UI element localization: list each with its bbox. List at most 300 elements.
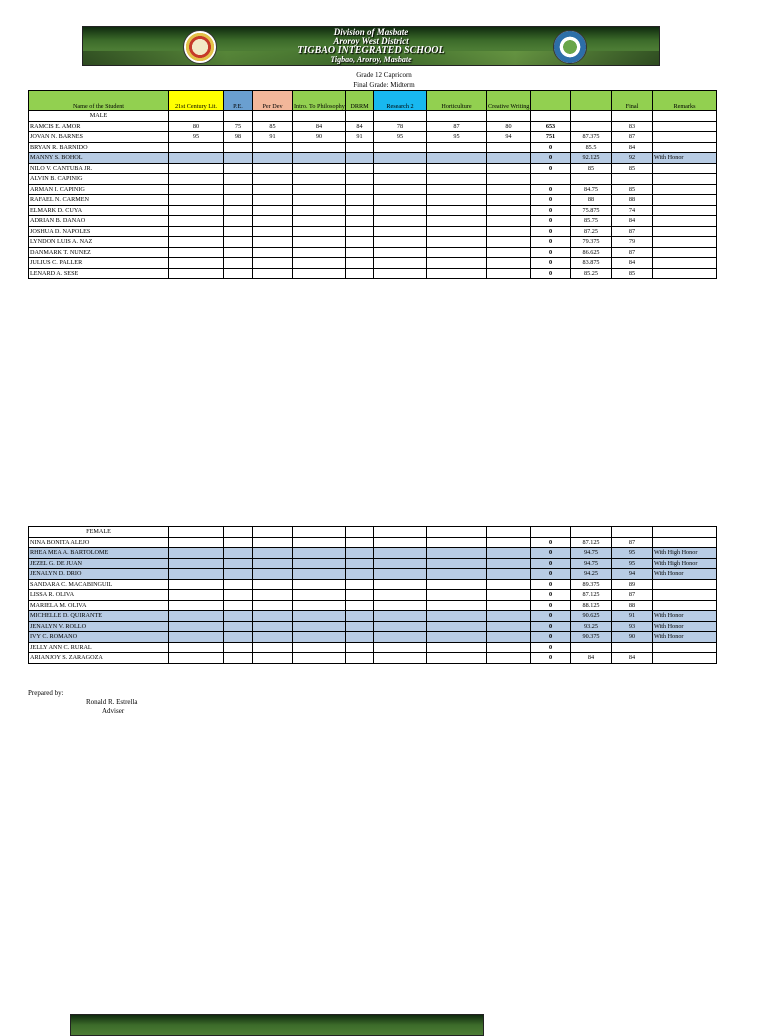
col-final-header: Final [612, 91, 653, 111]
final-grade-cell: 84 [612, 258, 653, 269]
banner-text [233, 27, 509, 65]
grade-cell [374, 142, 427, 153]
grade-cell [224, 184, 253, 195]
col-remarks-header: Remarks [653, 91, 717, 111]
grade-cell [224, 268, 253, 279]
banner-line-4: Tigbao, Aroroy, Masbate [330, 55, 412, 64]
grade-cell [374, 205, 427, 216]
total-cell: 0 [531, 237, 571, 248]
average-cell: 90.375 [571, 632, 612, 643]
col-name-header: Name of the Student [29, 91, 169, 111]
grade-cell [253, 558, 293, 569]
banner-line-1: Division of Masbate [333, 27, 409, 37]
grade-cell [293, 216, 346, 227]
student-name: JEZEL G. DE JUAN [29, 558, 169, 569]
final-grade-cell: 87 [612, 537, 653, 548]
grade-cell: 95 [374, 132, 427, 143]
remarks-cell [653, 600, 717, 611]
grade-cell [346, 237, 374, 248]
student-name: DANMARK T. NUNEZ [29, 247, 169, 258]
grade-cell [487, 653, 531, 664]
final-grade-cell [612, 174, 653, 185]
total-cell: 0 [531, 153, 571, 164]
grade-cell [346, 153, 374, 164]
average-cell [571, 642, 612, 653]
student-name: NINA BONITA ALEJO [29, 537, 169, 548]
grade-cell [427, 184, 487, 195]
average-cell: 85.5 [571, 142, 612, 153]
grade-cell [253, 216, 293, 227]
grade-cell [169, 216, 224, 227]
empty-cell [612, 527, 653, 538]
student-row [29, 632, 717, 643]
grade-period-title: Final Grade: Midterm [353, 81, 415, 89]
remarks-cell: With Honor [653, 632, 717, 643]
grade-cell [346, 632, 374, 643]
grade-cell [224, 621, 253, 632]
remarks-cell: With Honor [653, 569, 717, 580]
remarks-cell [653, 226, 717, 237]
grade-cell [487, 611, 531, 622]
empty-cell [531, 111, 571, 122]
total-cell: 0 [531, 537, 571, 548]
grade-cell [293, 258, 346, 269]
student-name: RHEA MEA A. BARTOLOME [29, 548, 169, 559]
grade-cell [346, 142, 374, 153]
grade-cell [427, 590, 487, 601]
grade-section-title: Grade 12 Capricorn [356, 71, 412, 79]
grade-cell [169, 579, 224, 590]
grade-cell [253, 632, 293, 643]
grade-cell [346, 600, 374, 611]
student-name: LISSA R. OLIVA [29, 590, 169, 601]
empty-cell [169, 111, 224, 122]
grade-cell [169, 226, 224, 237]
empty-cell [653, 111, 717, 122]
grade-cell: 91 [346, 132, 374, 143]
grade-cell [427, 632, 487, 643]
grade-cell [374, 569, 427, 580]
empty-cell [293, 111, 346, 122]
grade-cell [487, 258, 531, 269]
grade-cell [169, 590, 224, 601]
grade-cell [346, 642, 374, 653]
banner-line-2: Aroroy West District [333, 36, 409, 46]
grade-cell [224, 653, 253, 664]
grade-cell [169, 237, 224, 248]
female-grades-table [28, 526, 717, 664]
grade-cell: 91 [253, 132, 293, 143]
student-row [29, 653, 717, 664]
empty-cell [487, 527, 531, 538]
grade-cell [224, 226, 253, 237]
grade-cell [253, 184, 293, 195]
remarks-cell [653, 237, 717, 248]
final-grade-cell: 88 [612, 600, 653, 611]
average-cell: 75.875 [571, 205, 612, 216]
grade-cell [427, 537, 487, 548]
remarks-cell [653, 163, 717, 174]
grade-cell [346, 558, 374, 569]
remarks-cell [653, 121, 717, 132]
student-name: ARMAN I. CAPINIG [29, 184, 169, 195]
total-cell: 0 [531, 184, 571, 195]
grade-cell [374, 163, 427, 174]
grade-cell [346, 611, 374, 622]
grade-cell [374, 621, 427, 632]
student-name: LENARD A. SESE [29, 268, 169, 279]
grade-cell [224, 216, 253, 227]
remarks-cell: With Honor [653, 621, 717, 632]
remarks-cell [653, 205, 717, 216]
student-name: RAMCIS E. AMOR [29, 121, 169, 132]
grade-cell [346, 548, 374, 559]
grade-cell [374, 632, 427, 643]
remarks-cell [653, 174, 717, 185]
student-name: JELLY ANN C. RURAL [29, 642, 169, 653]
grade-cell [346, 653, 374, 664]
grade-cell [427, 558, 487, 569]
grade-cell [224, 632, 253, 643]
final-grade-cell: 84 [612, 653, 653, 664]
grade-cell [346, 537, 374, 548]
grade-cell [374, 237, 427, 248]
grade-cell [253, 205, 293, 216]
grade-cell [487, 569, 531, 580]
grade-cell [293, 558, 346, 569]
grade-cell: 78 [374, 121, 427, 132]
grade-cell [224, 600, 253, 611]
student-name: MICHELLE D. QUIRANTE [29, 611, 169, 622]
final-grade-cell: 95 [612, 558, 653, 569]
remarks-cell [653, 247, 717, 258]
total-cell: 0 [531, 548, 571, 559]
final-grade-cell: 87 [612, 590, 653, 601]
student-row [29, 642, 717, 653]
final-grade-cell: 95 [612, 548, 653, 559]
grade-cell [293, 611, 346, 622]
grade-cell [293, 237, 346, 248]
grade-cell [293, 642, 346, 653]
student-name: BRYAN R. BARNIDO [29, 142, 169, 153]
school-banner [82, 26, 660, 66]
grade-cell [346, 247, 374, 258]
total-cell: 0 [531, 142, 571, 153]
grade-cell [487, 216, 531, 227]
total-cell: 0 [531, 653, 571, 664]
total-cell: 0 [531, 558, 571, 569]
final-grade-cell: 87 [612, 226, 653, 237]
grade-cell [427, 653, 487, 664]
grade-cell [374, 579, 427, 590]
col-drrm-header: DRRM [346, 91, 374, 111]
student-name: ARIANJOY S. ZARAGOZA [29, 653, 169, 664]
student-row [29, 237, 717, 248]
remarks-cell [653, 142, 717, 153]
student-row [29, 548, 717, 559]
remarks-cell: With High Honor [653, 558, 717, 569]
empty-cell [346, 527, 374, 538]
grade-cell [346, 569, 374, 580]
student-name: ALVIN B. CAPINIG [29, 174, 169, 185]
grade-cell [224, 195, 253, 206]
grade-cell [487, 184, 531, 195]
grade-cell [293, 205, 346, 216]
grade-cell [169, 600, 224, 611]
grade-cell [427, 600, 487, 611]
division-seal-icon [183, 30, 217, 64]
total-cell: 0 [531, 579, 571, 590]
grade-cell [224, 590, 253, 601]
grade-cell [487, 632, 531, 643]
grade-cell [346, 268, 374, 279]
grade-cell [224, 153, 253, 164]
grade-cell [293, 268, 346, 279]
total-cell: 0 [531, 600, 571, 611]
grade-cell [487, 548, 531, 559]
student-name: JOSHUA D. NAPOLES [29, 226, 169, 237]
total-cell: 751 [531, 132, 571, 143]
empty-cell [653, 527, 717, 538]
grade-cell [224, 142, 253, 153]
grade-cell [427, 163, 487, 174]
male-grades-table [28, 90, 717, 279]
average-cell: 88.125 [571, 600, 612, 611]
remarks-cell [653, 268, 717, 279]
grade-cell [374, 611, 427, 622]
female-section-row [29, 527, 717, 538]
remarks-cell [653, 132, 717, 143]
grade-cell [487, 153, 531, 164]
grade-cell [224, 258, 253, 269]
student-row [29, 121, 717, 132]
student-row [29, 195, 717, 206]
student-row [29, 184, 717, 195]
header-row [29, 91, 717, 111]
average-cell: 86.625 [571, 247, 612, 258]
grade-cell [427, 247, 487, 258]
grade-cell [293, 537, 346, 548]
grade-cell [169, 653, 224, 664]
final-grade-cell: 85 [612, 268, 653, 279]
final-grade-cell: 74 [612, 205, 653, 216]
grade-cell [346, 195, 374, 206]
grade-cell [169, 548, 224, 559]
grade-cell [293, 247, 346, 258]
grade-cell [224, 247, 253, 258]
grade-cell [346, 579, 374, 590]
grade-cell [253, 226, 293, 237]
total-cell: 0 [531, 569, 571, 580]
grade-cell [293, 184, 346, 195]
grade-cell [169, 184, 224, 195]
student-row [29, 558, 717, 569]
student-name: JENALYN D. DRIO [29, 569, 169, 580]
total-cell: 0 [531, 205, 571, 216]
final-grade-cell: 85 [612, 184, 653, 195]
remarks-cell [653, 579, 717, 590]
grade-cell [487, 600, 531, 611]
col-philosophy-header: Intro. To Philosophy [293, 91, 346, 111]
grade-cell [253, 247, 293, 258]
grade-cell [253, 579, 293, 590]
grade-cell [253, 600, 293, 611]
empty-cell [293, 527, 346, 538]
grade-cell [487, 590, 531, 601]
average-cell: 79.375 [571, 237, 612, 248]
grade-cell [487, 247, 531, 258]
student-name: RAFAEL N. CARMEN [29, 195, 169, 206]
grade-cell [224, 174, 253, 185]
grade-cell [374, 548, 427, 559]
next-page-banner [70, 1014, 484, 1036]
grade-cell [293, 548, 346, 559]
grade-cell [487, 237, 531, 248]
grade-cell [293, 163, 346, 174]
grade-cell [169, 632, 224, 643]
grade-cell [253, 142, 293, 153]
grade-cell [224, 558, 253, 569]
grade-cell: 95 [427, 132, 487, 143]
grade-cell [253, 153, 293, 164]
remarks-cell [653, 537, 717, 548]
student-name: NILO V. CANTUBA JR. [29, 163, 169, 174]
final-grade-cell: 84 [612, 142, 653, 153]
grade-cell [253, 174, 293, 185]
average-cell [571, 174, 612, 185]
grade-cell [293, 174, 346, 185]
grade-cell [427, 548, 487, 559]
grade-cell [169, 247, 224, 258]
average-cell: 94.75 [571, 558, 612, 569]
total-cell: 0 [531, 642, 571, 653]
prepared-by-label: Prepared by: [28, 689, 64, 697]
final-grade-cell: 87 [612, 247, 653, 258]
average-cell [571, 121, 612, 132]
grade-cell [427, 569, 487, 580]
grade-cell [427, 611, 487, 622]
empty-cell [374, 111, 427, 122]
empty-cell [571, 527, 612, 538]
grade-cell [427, 237, 487, 248]
grade-cell [293, 195, 346, 206]
final-grade-cell: 84 [612, 216, 653, 227]
student-row [29, 268, 717, 279]
grade-cell [224, 548, 253, 559]
grade-cell [487, 579, 531, 590]
final-grade-cell: 90 [612, 632, 653, 643]
final-grade-cell: 89 [612, 579, 653, 590]
grade-cell [346, 216, 374, 227]
grade-cell [374, 653, 427, 664]
col-total-header [531, 91, 571, 111]
grade-cell [253, 590, 293, 601]
grade-cell: 75 [224, 121, 253, 132]
grade-cell [374, 600, 427, 611]
grade-cell [346, 184, 374, 195]
grade-cell [427, 216, 487, 227]
grade-cell [293, 600, 346, 611]
grade-cell [253, 621, 293, 632]
average-cell: 94.75 [571, 548, 612, 559]
grade-cell [374, 174, 427, 185]
student-row [29, 611, 717, 622]
student-row [29, 258, 717, 269]
student-row [29, 142, 717, 153]
average-cell: 83.875 [571, 258, 612, 269]
grade-cell: 85 [253, 121, 293, 132]
final-grade-cell: 88 [612, 195, 653, 206]
student-row [29, 247, 717, 258]
total-cell: 0 [531, 258, 571, 269]
male-section-row [29, 111, 717, 122]
average-cell: 88 [571, 195, 612, 206]
final-grade-cell: 85 [612, 163, 653, 174]
grade-cell [169, 258, 224, 269]
grade-cell [427, 268, 487, 279]
grade-cell [253, 258, 293, 269]
remarks-cell [653, 653, 717, 664]
student-row [29, 153, 717, 164]
final-grade-cell: 83 [612, 121, 653, 132]
grade-cell [253, 195, 293, 206]
grade-cell [224, 537, 253, 548]
grade-cell [374, 247, 427, 258]
average-cell: 87.25 [571, 226, 612, 237]
grade-cell [374, 153, 427, 164]
grade-cell [427, 142, 487, 153]
grade-cell: 98 [224, 132, 253, 143]
average-cell: 94.25 [571, 569, 612, 580]
grade-cell [487, 226, 531, 237]
grade-cell: 80 [487, 121, 531, 132]
grade-cell [487, 142, 531, 153]
col-creative-writing-header: Creative Writing [487, 91, 531, 111]
total-cell: 0 [531, 611, 571, 622]
grade-cell [169, 163, 224, 174]
empty-cell [253, 111, 293, 122]
grade-cell [169, 153, 224, 164]
grade-cell [487, 195, 531, 206]
grade-cell [224, 611, 253, 622]
grade-cell [427, 195, 487, 206]
student-name: LYNDON LUIS A. NAZ [29, 237, 169, 248]
remarks-cell [653, 590, 717, 601]
grade-cell [253, 163, 293, 174]
student-row [29, 226, 717, 237]
student-name: MARIELA M. OLIVA [29, 600, 169, 611]
grade-cell [169, 537, 224, 548]
remarks-cell [653, 184, 717, 195]
grade-cell [224, 205, 253, 216]
empty-cell [427, 527, 487, 538]
grade-cell: 90 [293, 132, 346, 143]
average-cell: 87.375 [571, 132, 612, 143]
grade-cell [374, 216, 427, 227]
remarks-cell [653, 195, 717, 206]
grade-cell [427, 579, 487, 590]
total-cell: 653 [531, 121, 571, 132]
grade-cell [374, 184, 427, 195]
grade-cell [427, 174, 487, 185]
banner-line-3: TIGBAO INTEGRATED SCHOOL [297, 45, 445, 56]
grade-cell [293, 226, 346, 237]
student-row [29, 537, 717, 548]
total-cell: 0 [531, 590, 571, 601]
remarks-cell [653, 216, 717, 227]
grade-cell [487, 642, 531, 653]
student-name: SANDARA C. MACABINGUIL [29, 579, 169, 590]
